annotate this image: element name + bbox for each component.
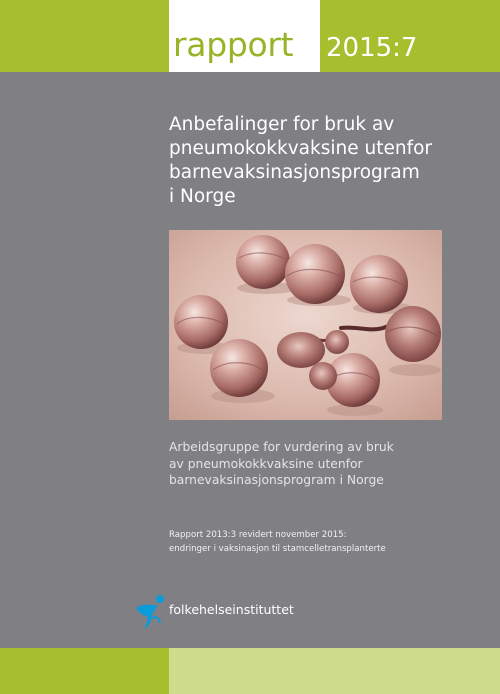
revision-line: Rapport 2013:3 revidert november 2015: xyxy=(169,530,347,540)
report-number: 2015:7 xyxy=(326,33,418,63)
cover-micrograph-image xyxy=(169,230,442,420)
subtitle-line: barnevaksinasjonsprogram i Norge xyxy=(169,473,384,487)
footer-band-right xyxy=(169,648,500,694)
title-line: pneumokokkvaksine utenfor xyxy=(169,138,433,159)
title-line: Anbefalinger for bruk av xyxy=(169,114,395,135)
fhi-figure-logo-icon xyxy=(134,594,166,630)
working-group-subtitle xyxy=(169,439,469,489)
title-line: i Norge xyxy=(169,186,236,207)
publisher-logo xyxy=(134,594,364,630)
revision-note xyxy=(169,529,469,556)
subtitle-line: av pneumokokkvaksine utenfor xyxy=(169,456,363,471)
subtitle-line: Arbeidsgruppe for vurdering av bruk xyxy=(169,440,394,454)
title-line: barnevaksinasjonsprogram xyxy=(169,162,420,183)
revision-line: endringer i vaksinasjon til stamcelletransplanterte xyxy=(169,543,386,554)
publisher-name: folkehelseinstituttet xyxy=(169,602,294,617)
footer-band-left xyxy=(0,648,169,694)
report-title xyxy=(169,113,489,209)
series-word: rapport xyxy=(173,25,294,64)
